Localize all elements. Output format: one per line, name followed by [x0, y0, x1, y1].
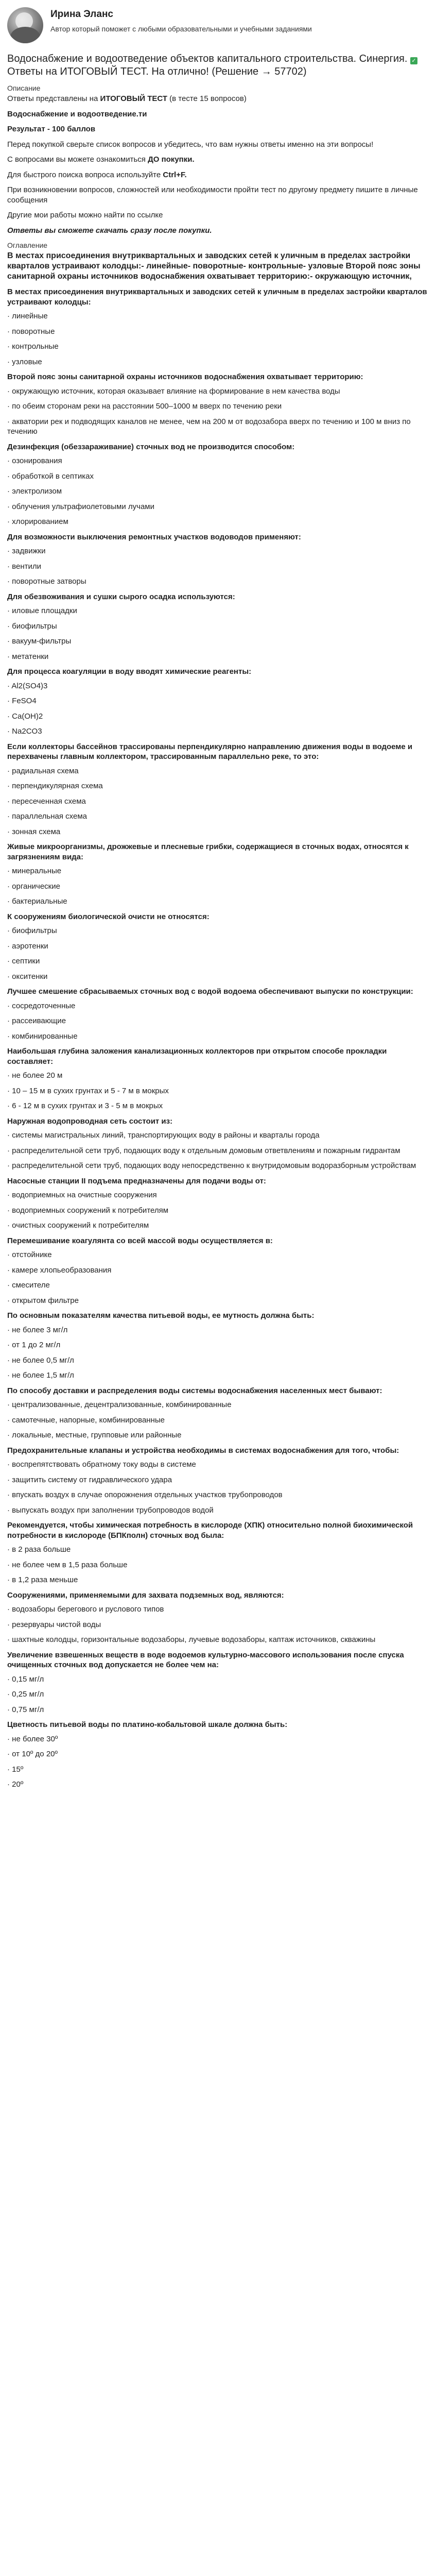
intro-view-prefix: С вопросами вы можете ознакомиться: [7, 155, 148, 164]
answer-option: [7, 1575, 429, 1585]
bullet-icon: ·: [7, 1620, 12, 1629]
answer-option: [7, 652, 429, 662]
answer-option: [7, 827, 429, 837]
bullet-icon: ·: [7, 812, 12, 821]
bullet-icon: ·: [7, 547, 12, 556]
bullet-icon: ·: [7, 1206, 12, 1215]
answer-option-text: иловые площадки: [12, 606, 77, 616]
answer-option-text: FeSO4: [12, 697, 37, 706]
bullet-icon: ·: [7, 1734, 12, 1743]
answer-option: [7, 811, 429, 822]
answer-option: [7, 766, 429, 776]
answer-option-text: электролизом: [12, 487, 62, 496]
answer-option-text: рассеивающие: [12, 1016, 66, 1026]
answer-option: [7, 1689, 429, 1700]
intro-other-works[interactable]: Другие мои работы можно найти по ссылке: [7, 211, 163, 220]
bullet-icon: ·: [7, 1265, 12, 1275]
answer-option: [7, 866, 429, 876]
bullet-icon: ·: [7, 487, 12, 496]
bullet-icon: ·: [7, 882, 12, 891]
answer-option-text: не более чем в 1,5 раза больше: [12, 1560, 128, 1569]
bullet-icon: ·: [7, 1705, 12, 1714]
answer-option-text: аэротенки: [12, 941, 48, 951]
question-text: Для возможности выключения ремонтных участков водоводов применяют:: [7, 532, 301, 541]
bullet-icon: ·: [7, 897, 12, 906]
question-text: Предохранительные клапаны и устройства необходимы в системах водоснабжения для того, чтобы:: [7, 1446, 399, 1455]
answer-option-text: окситенки: [12, 972, 48, 981]
title-main: Водоснабжение и водоотведение объектов капитального строительства. Синергия.: [7, 53, 408, 64]
question-text: Цветность питьевой воды по платино-кобальтовой шкале должна быть:: [7, 1720, 288, 1730]
answer-option-text: 6 - 12 м в сухих грунтах и 3 - 5 м в мокрых: [12, 1101, 163, 1111]
answer-option-text: облучения ультрафиолетовыми лучами: [12, 502, 154, 511]
answer-option: [7, 417, 429, 437]
toc-label: Оглавление: [7, 241, 48, 250]
question-text: Для процесса коагуляции в воду вводят химические реагенты:: [7, 667, 252, 676]
bullet-icon: ·: [7, 417, 12, 426]
bullet-icon: ·: [7, 1475, 12, 1484]
question-text: Увеличение взвешенных веществ в воде водоемов культурно-массового использования после спуска очищенных сточных вод допускается не более чем на:: [7, 1650, 404, 1670]
bullet-icon: ·: [7, 606, 12, 616]
answer-option: [7, 1016, 429, 1026]
intro-line: [7, 94, 429, 104]
answer-option-text: выпускать воздух при заполнении трубопроводов водой: [12, 1505, 214, 1515]
answer-option-text: вентили: [12, 562, 41, 571]
answer-option: [7, 1674, 429, 1685]
answer-option: [7, 1765, 429, 1775]
author-description: Автор который поможет с любыми образовательными и учебными заданиями: [50, 24, 312, 33]
question-text: Наибольшая глубина заложения канализационных коллекторов при открытом способе прокладки составляет:: [7, 1047, 387, 1066]
bullet-icon: ·: [7, 1674, 12, 1684]
answer-option: [7, 562, 429, 572]
answer-option-text: 0,75 мг/л: [12, 1705, 44, 1714]
bullet-icon: ·: [7, 1016, 12, 1026]
answer-option-text: системы магистральных линий, транспортирующих воду в районы и кварталы города: [12, 1131, 320, 1140]
answer-option: [7, 1780, 429, 1790]
answer-option-text: Al2(SO4)3: [11, 681, 48, 690]
answer-option-text: 0,25 мг/л: [12, 1690, 44, 1699]
bullet-icon: ·: [7, 1635, 12, 1645]
answer-option-text: сосредоточенные: [12, 1001, 76, 1010]
answer-option: [7, 796, 429, 807]
answer-option-text: от 10º до 20º: [12, 1750, 58, 1759]
answer-option: [7, 401, 429, 412]
bullet-icon: ·: [7, 957, 12, 966]
answer-option: [7, 456, 429, 466]
answer-option: [7, 956, 429, 967]
bullet-icon: ·: [7, 517, 12, 527]
question-text: В местах присоединения внутриквартальных и заводских сетей к уличным в пределах застройки кварталов устраивают колодцы:: [7, 287, 427, 307]
answer-option: [7, 1355, 429, 1366]
answer-option: [7, 681, 429, 691]
answer-option-text: Na2CO3: [12, 727, 42, 736]
question-text: Рекомендуется, чтобы химическая потребность в кислороде (ХПК) относительно полной биохимической потребности в кислороде (БПКполн) сточных вод была:: [7, 1521, 413, 1540]
answer-option: [7, 926, 429, 936]
bullet-icon: ·: [7, 1296, 12, 1305]
toc-headline: В местах присоединения внутриквартальных и заводских сетей к уличным в пределах застройки кварталов устраивают колодцы:- линейные- поворотные- контрольные- узловые Второй пояс зоны санитарной охраны источников водоснабжения охватывает территорию:- окружающую источник,: [7, 251, 421, 281]
bullet-icon: ·: [7, 577, 12, 586]
bullet-icon: ·: [7, 637, 12, 646]
answer-option-text: обработкой в септиках: [12, 471, 94, 481]
answer-option: [7, 1505, 429, 1516]
answer-option: [7, 1190, 429, 1200]
bullet-icon: ·: [7, 1341, 12, 1350]
answer-option: [7, 1475, 429, 1485]
bullet-icon: ·: [7, 1575, 12, 1585]
bullet-icon: ·: [7, 926, 12, 936]
answer-option: [7, 357, 429, 367]
answer-option-text: Ca(OH)2: [12, 711, 43, 721]
bullet-icon: ·: [7, 727, 12, 736]
bullet-icon: ·: [7, 1161, 12, 1171]
bullet-icon: ·: [7, 1431, 12, 1440]
answer-option: [7, 1086, 429, 1096]
answer-option: [7, 471, 429, 482]
answer-option-text: самотечные, напорные, комбинированные: [12, 1415, 165, 1425]
bullet-icon: ·: [7, 1191, 12, 1200]
answer-option: [7, 1545, 429, 1555]
answer-option-text: вакуум-фильтры: [12, 637, 72, 646]
bullet-icon: ·: [7, 1750, 12, 1759]
bullet-icon: ·: [7, 1031, 12, 1041]
answer-option-text: в 1,2 раза меньше: [12, 1575, 78, 1585]
question-text: Сооружениями, применяемыми для захвата подземных вод, являются:: [7, 1590, 284, 1600]
bullet-icon: ·: [7, 1690, 12, 1699]
intro-view-bold: ДО покупки.: [148, 155, 195, 164]
bullet-icon: ·: [7, 327, 12, 336]
intro-line-suffix: (в тесте 15 вопросов): [167, 94, 247, 104]
answer-option: [7, 606, 429, 616]
bullet-icon: ·: [7, 941, 12, 951]
answer-option-text: 20º: [12, 1780, 24, 1789]
question-text: Насосные станции II подъема предназначены для подачи воды от:: [7, 1176, 266, 1185]
answer-option-text: не более 0,5 мг/л: [12, 1355, 74, 1365]
bullet-icon: ·: [7, 1221, 12, 1230]
answer-option-text: задвижки: [12, 547, 46, 556]
answer-option-text: радиальная схема: [12, 766, 79, 775]
answer-option: [7, 1604, 429, 1615]
answer-option-text: узловые: [12, 357, 42, 366]
answer-option: [7, 517, 429, 527]
bullet-icon: ·: [7, 621, 12, 631]
intro-contact: При возникновении вопросов, сложностей или необходимости пройти тест по другому предмету пишите в личные сообщения: [7, 185, 418, 205]
intro-line-prefix: Ответы представлены на: [7, 94, 100, 104]
answer-option: [7, 1370, 429, 1381]
bullet-icon: ·: [7, 1545, 12, 1554]
answer-option-text: 0,15 мг/л: [12, 1674, 44, 1684]
answer-option: [7, 896, 429, 907]
answer-option: [7, 941, 429, 952]
answer-option-text: резервуары чистой воды: [12, 1620, 101, 1629]
answer-option: [7, 1130, 429, 1141]
answer-option: [7, 1265, 429, 1276]
author-card: [7, 7, 429, 43]
answer-option: [7, 726, 429, 737]
answer-option-text: не более 20 м: [12, 1071, 63, 1080]
answer-option: [7, 972, 429, 982]
answer-option: [7, 1490, 429, 1500]
answer-option-text: окружающую источник, которая оказывает влияние на формирование в нем качества воды: [12, 386, 340, 396]
bullet-icon: ·: [7, 867, 12, 876]
bullet-icon: ·: [7, 1281, 12, 1290]
answer-option-text: хлорированием: [12, 517, 68, 527]
answer-option: [7, 1705, 429, 1715]
answer-option-text: централизованные, децентрализованные, комбинированные: [12, 1400, 232, 1410]
bullet-icon: ·: [7, 1605, 12, 1614]
intro-subject: Водоснабжение и водоотведение.ти: [7, 109, 147, 118]
check-icon: ✓: [410, 57, 417, 64]
answer-option: [7, 1001, 429, 1011]
answer-option-text: воспрепятствовать обратному току воды в системе: [12, 1460, 196, 1469]
answer-option-text: контрольные: [12, 342, 59, 351]
author-info: [50, 7, 312, 33]
answer-option-text: распределительной сети труб, подающих воду непосредственно к внутридомовым водоразборным устройствам: [12, 1161, 416, 1171]
intro-search: [7, 170, 429, 180]
bullet-icon: ·: [7, 1415, 12, 1425]
question-text: По способу доставки и распределения воды системы водоснабжения населенных мест бывают:: [7, 1386, 382, 1395]
bullet-icon: ·: [7, 1001, 12, 1010]
answer-option-text: водоприемных сооружений к потребителям: [12, 1206, 169, 1215]
question-text: Если коллекторы бассейнов трассированы перпендикулярно направлению движения воды в водоеме и перехвачены главным коллектором, трассированным параллельно реке, то это:: [7, 742, 413, 761]
bullet-icon: ·: [7, 1371, 12, 1380]
answer-option: [7, 1340, 429, 1350]
answer-option: [7, 1415, 429, 1426]
answer-option-text: поворотные: [12, 327, 55, 336]
bullet-icon: ·: [7, 1780, 12, 1789]
answer-option-text: параллельная схема: [12, 812, 87, 821]
answer-option: [7, 386, 429, 397]
bullet-icon: ·: [7, 1071, 12, 1080]
author-name[interactable]: Ирина Эланс: [50, 9, 113, 20]
answer-option-text: не более 30º: [12, 1734, 58, 1743]
bullet-icon: ·: [7, 1101, 12, 1111]
bullet-icon: ·: [7, 766, 12, 775]
bullet-icon: ·: [7, 386, 12, 396]
answer-option: [7, 1161, 429, 1171]
bullet-icon: ·: [7, 681, 12, 690]
answer-option: [7, 1325, 429, 1335]
bullet-icon: ·: [7, 471, 12, 481]
answer-option-text: не более 3 мг/л: [12, 1325, 68, 1334]
intro-search-prefix: Для быстрого поиска вопроса используйте: [7, 170, 163, 179]
answer-option-text: зонная схема: [12, 827, 61, 836]
answer-option-text: септики: [12, 957, 40, 966]
answer-option: [7, 1221, 429, 1231]
intro-download: Ответы вы сможете скачать сразу после покупки.: [7, 226, 212, 235]
bullet-icon: ·: [7, 342, 12, 351]
bullet-icon: ·: [7, 1250, 12, 1260]
answer-option-text: 10 – 15 м в сухих грунтах и 5 - 7 м в мокрых: [12, 1086, 169, 1095]
bullet-icon: ·: [7, 972, 12, 981]
answer-option-text: шахтные колодцы, горизонтальные водозаборы, лучевые водозаборы, каптаж источников, скважины: [12, 1635, 376, 1645]
answer-option: [7, 1400, 429, 1410]
bullet-icon: ·: [7, 502, 12, 511]
bullet-icon: ·: [7, 697, 12, 706]
answer-option: [7, 1206, 429, 1216]
bullet-icon: ·: [7, 1400, 12, 1410]
answer-option-text: водоприемных на очистные сооружения: [12, 1191, 157, 1200]
answer-option: [7, 781, 429, 791]
page-title: [7, 53, 429, 78]
answer-option: [7, 577, 429, 587]
answer-option-text: локальные, местные, групповые или районные: [12, 1431, 182, 1440]
answer-option-text: по обеим сторонам реки на расстоянии 500–1000 м вверх по течению реки: [12, 402, 282, 411]
bullet-icon: ·: [7, 827, 12, 836]
intro-view: [7, 155, 429, 165]
answer-option: [7, 1101, 429, 1111]
answer-option: [7, 882, 429, 892]
bullet-icon: ·: [7, 402, 12, 411]
answer-option: [7, 621, 429, 632]
answer-option-text: минеральные: [12, 867, 62, 876]
question-text: Перемешивание коагулянта со всей массой воды осуществляется в:: [7, 1236, 273, 1245]
bullet-icon: ·: [7, 652, 12, 661]
bullet-icon: ·: [7, 1355, 12, 1365]
answer-option: [7, 1749, 429, 1759]
answer-option-text: впускать воздух в случае опорожнения отдельных участков трубопроводов: [12, 1490, 283, 1500]
answer-option: [7, 1460, 429, 1470]
answer-option-text: водозаборы берегового и руслового типов: [12, 1605, 164, 1614]
bullet-icon: ·: [7, 357, 12, 366]
intro-search-bold: Ctrl+F.: [163, 170, 187, 179]
answer-option-text: поворотные затворы: [12, 577, 86, 586]
answer-option: [7, 311, 429, 321]
answer-option: [7, 1560, 429, 1570]
question-text: К сооружениям биологической очисти не относятся:: [7, 912, 210, 921]
answer-option: [7, 1734, 429, 1744]
answer-option-text: защитить систему от гидравлического удара: [12, 1475, 172, 1484]
answer-option: [7, 1296, 429, 1306]
title-tail: Ответы на ИТОГОВЫЙ ТЕСТ. На отлично! (Решение → 57702): [7, 66, 307, 77]
answer-option: [7, 636, 429, 647]
question-text: Лучшее смешение сбрасываемых сточных вод с водой водоема обеспечивают выпуски по конструкции:: [7, 987, 413, 996]
bullet-icon: ·: [7, 1460, 12, 1469]
answer-option-text: биофильтры: [12, 926, 57, 936]
author-avatar[interactable]: [7, 7, 43, 43]
bullet-icon: ·: [7, 1505, 12, 1515]
description-label: Описание: [7, 84, 41, 92]
bullet-icon: ·: [7, 456, 12, 466]
answer-option: [7, 327, 429, 337]
answer-option-text: пересеченная схема: [12, 796, 86, 806]
bullet-icon: ·: [7, 1490, 12, 1500]
answer-option: [7, 1635, 429, 1645]
answer-option-text: озонирования: [12, 456, 62, 466]
answer-option-text: камере хлопьеобразования: [12, 1265, 112, 1275]
intro-result: Результат - 100 баллов: [7, 125, 96, 134]
answer-option-text: биофильтры: [12, 621, 57, 631]
answer-option-text: линейные: [12, 312, 48, 321]
answer-option-text: акватории рек и подводящих каналов не менее, чем на 200 м от водозабора вверх по течению и 100 м вниз по течению: [7, 417, 411, 436]
answer-option-text: комбинированные: [12, 1031, 78, 1041]
answer-option: [7, 342, 429, 352]
answer-option-text: 15º: [12, 1765, 24, 1774]
answer-option: [7, 1430, 429, 1440]
bullet-icon: ·: [7, 1325, 12, 1334]
answer-option-text: распределительной сети труб, подающих воду к отдельным домовым ответвлениям и пожарным гидрантам: [12, 1146, 400, 1155]
question-text: Живые микроорганизмы, дрожжевые и плесневые грибки, содержащиеся в сточных водах, относятся к загрязнениям вида:: [7, 842, 409, 861]
intro-check-list: Перед покупкой сверьте список вопросов и убедитесь, что вам нужны ответы именно на эти вопросы!: [7, 140, 374, 149]
bullet-icon: ·: [7, 1086, 12, 1095]
question-text: Для обезвоживания и сушки сырого осадка используются:: [7, 592, 235, 601]
answer-option-text: в 2 раза больше: [12, 1545, 71, 1554]
answer-option-text: отстойнике: [12, 1250, 52, 1260]
bullet-icon: ·: [7, 1146, 12, 1155]
bullet-icon: ·: [7, 711, 12, 721]
answer-option: [7, 1250, 429, 1260]
bullet-icon: ·: [7, 1765, 12, 1774]
bullet-icon: ·: [7, 1131, 12, 1140]
answer-option: [7, 1146, 429, 1156]
bullet-icon: ·: [7, 796, 12, 806]
question-list: [7, 287, 429, 1790]
answer-option: [7, 696, 429, 706]
answer-option: [7, 546, 429, 556]
bullet-icon: ·: [7, 562, 12, 571]
answer-option: [7, 711, 429, 722]
answer-option-text: не более 1,5 мг/л: [12, 1371, 74, 1380]
answer-option-text: перпендикулярная схема: [12, 782, 103, 791]
answer-option: [7, 1031, 429, 1042]
answer-option: [7, 1071, 429, 1081]
answer-option-text: от 1 до 2 мг/л: [12, 1341, 61, 1350]
answer-option: [7, 502, 429, 512]
answer-option-text: очистных сооружений к потребителям: [12, 1221, 149, 1230]
question-text: Второй пояс зоны санитарной охраны источников водоснабжения охватывает территорию:: [7, 372, 363, 382]
answer-option: [7, 1280, 429, 1291]
intro-line-bold: ИТОГОВЫЙ ТЕСТ: [100, 94, 167, 104]
bullet-icon: ·: [7, 1560, 12, 1569]
question-text: Дезинфекция (обеззараживание) сточных вод не производится способом:: [7, 442, 295, 451]
answer-option-text: бактериальные: [12, 897, 67, 906]
answer-option-text: метатенки: [12, 652, 49, 661]
answer-option: [7, 486, 429, 497]
answer-option: [7, 1620, 429, 1630]
answer-option-text: органические: [12, 882, 60, 891]
bullet-icon: ·: [7, 782, 12, 791]
question-text: Наружная водопроводная сеть состоит из:: [7, 1116, 173, 1126]
question-text: По основным показателям качества питьевой воды, ее мутность должна быть:: [7, 1311, 315, 1320]
answer-option-text: открытом фильтре: [12, 1296, 79, 1305]
answer-option-text: смесителе: [12, 1281, 50, 1290]
bullet-icon: ·: [7, 312, 12, 321]
